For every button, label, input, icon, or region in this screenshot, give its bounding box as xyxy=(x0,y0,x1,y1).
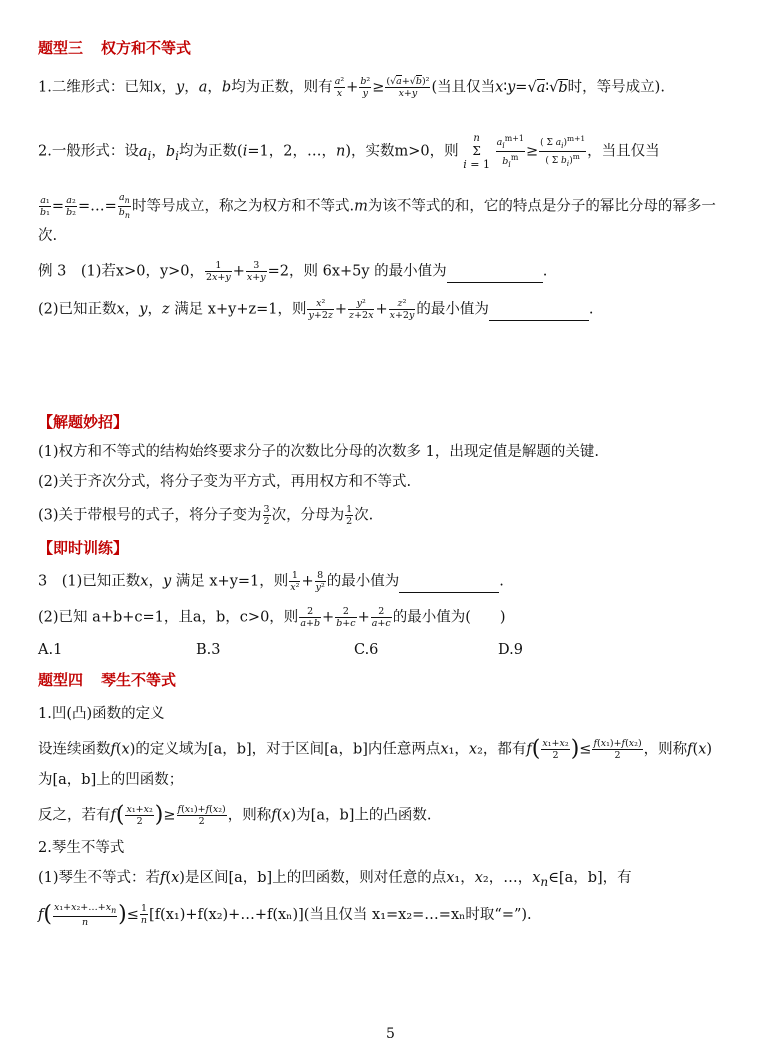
choice-a: A.1 xyxy=(38,642,63,658)
concave-definition-wrap: 为[a，b]上的凹函数； xyxy=(38,772,184,788)
jensen-statement: (1)琴生不等式：若f(x)是区间[a，b]上的凹函数，则对任意的点x₁，x₂，…，$x_n\in[a$，b]，有 xyxy=(38,870,632,889)
tip-1: (1)权方和不等式的结构始终要求分子的次数比分母的次数多 1，出现定值是解题的关键. xyxy=(38,444,599,460)
equality-condition-wrap: 次. xyxy=(38,228,58,244)
tip-2: (2)关于齐次分式，将分子变为平方式，再用权方和不等式. xyxy=(38,474,412,490)
section4-title: 题型四 琴生不等式 xyxy=(38,671,177,689)
equality-condition: $\frac{\text{a₁}}{\text{b₁}}$ = $\frac{\text{a₂}}{\text{b₂}}$ =…= $\frac{a_n}{b_n}$ 时等号成立，称之为权方和不等式.m为该不等式的和，它的特点是分子的幂比分母的幂多一 xyxy=(40,192,716,220)
training-title: 【即时训练】 xyxy=(38,539,129,557)
concave-definition: 设连续函数f(x)的定义域为[a，b]，对于区间[a，b]内任意两点x₁，x₂，都有f( $\frac{\text{x₁+x₂}}{2}$ )≤ $\frac{\text{f(x₁)+f(x₂)}}{2}$ ，则称f(x) xyxy=(38,736,713,762)
training-2: (2)已知 a+b+c=1，且a，b，c>0，则 $\frac{2}{a+b}$ + $\frac{2}{b+c}$ + $\frac{2}{a+c}$ 的最小值为( ) xyxy=(38,606,506,629)
tip-3: (3)关于带根号的式子，将分子变为 $\frac{3}{2}$ 次，分母为 $\frac{1}{2}$ 次. xyxy=(38,504,374,527)
definition-title: 1.凹(凸)函数的定义 xyxy=(38,706,165,722)
choice-c: C.6 xyxy=(354,642,379,658)
page-number: 5 xyxy=(386,1026,395,1042)
tips-title: 【解题妙招】 xyxy=(38,413,129,431)
example3-part1: 例 3 (1)若x>0，y>0， $\frac{1}{2x+y}$ + $\frac{3}{x+y}$ =2，则 6x+5y 的最小值为 . xyxy=(38,260,548,283)
section3-title xyxy=(38,38,191,58)
title-number: 题型三 xyxy=(38,39,84,57)
jensen-title: 2.琴生不等式 xyxy=(38,840,125,856)
example3-part2: (2)已知正数x，y，z 满足 x+y+z=1，则 $\frac{\text{x²}}{y+2z}$ + $\frac{\text{y²}}{z+2x}$ + $\frac{\text{z²}}{x+2y}$ 的最小值为 . xyxy=(38,298,594,321)
choice-b: B.3 xyxy=(196,642,221,658)
title-name: 权方和不等式 xyxy=(101,39,192,57)
jensen-inequality: f( $\frac{x_1+x_2+\dots+x_n}{n}$ )≤ $\frac{1}{n}$ [f(x₁)+f(x₂)+…+f(xₙ)](当且仅当 x₁=x₂=…=xₙ时取“=”). xyxy=(38,901,532,928)
convex-definition: 反之，若有f( $\frac{\text{x₁+x₂}}{2}$ )≥ $\frac{\text{f(x₁)+f(x₂)}}{2}$ ，则称f(x)为[a，b]上的凸函数. xyxy=(38,802,432,828)
two-dim-form: 1.二维形式：已知x，y，a，b均为正数，则有 $\frac{\text{a²}}{x}$ + $\frac{\text{b²}}{y}$ ≥ $\frac{\text{(√a+√b)²}}{x+y}$ (当且仅当x∶y=√a∶√b时，等号成立). xyxy=(38,76,665,99)
choice-d: D.9 xyxy=(498,642,523,658)
training-1: 3 (1)已知正数x，y 满足 x+y=1，则 $\frac{1}{\text{x²}}$ + $\frac{8}{\text{y²}}$ 的最小值为 . xyxy=(38,570,504,593)
general-form: 2.一般形式：设$a_i$，$b_i$均为正数(i=1，2，…，n)，实数m>0，则 n Σ i = 1 $\frac{a_i^{m+1}}{b_i^m}$ ≥ $\frac{( \Sigma a_i)^{m+1}}{( \Sigma b_i)^m}$ ，当且仅当 xyxy=(38,133,660,171)
